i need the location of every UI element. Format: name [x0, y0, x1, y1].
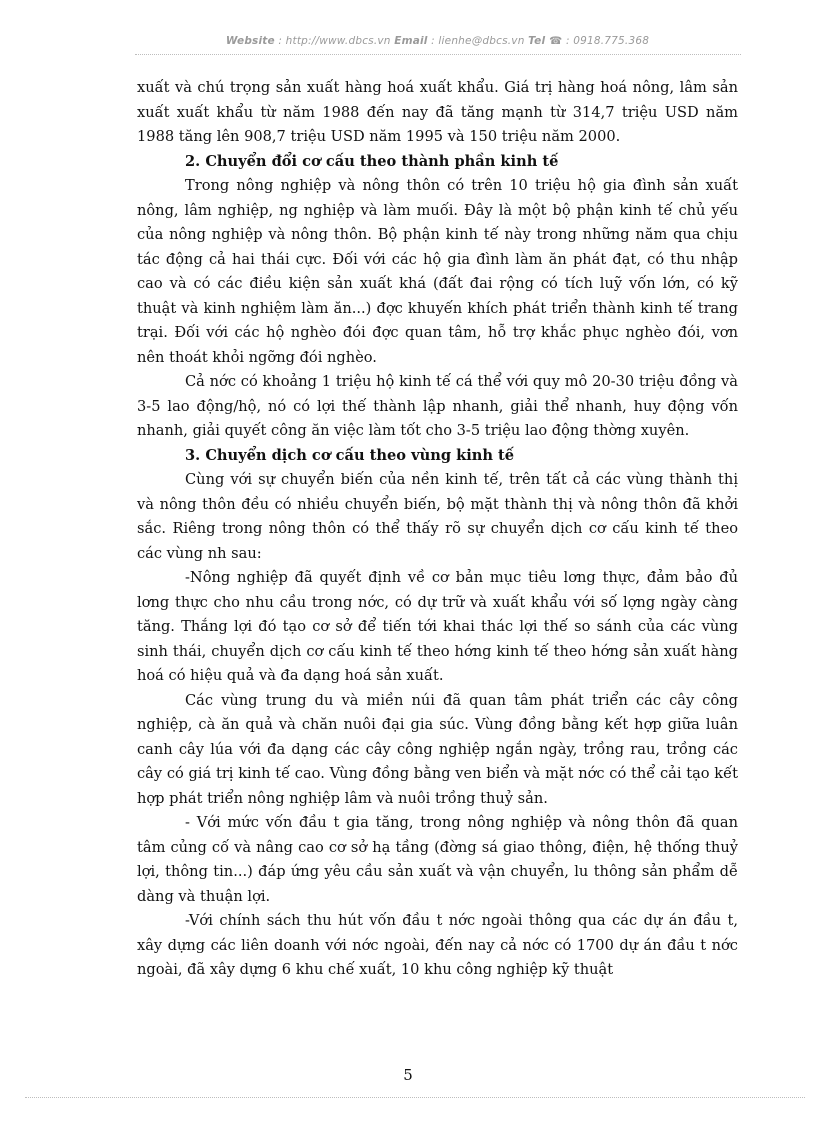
email-value: : lienhe@dbcs.vn	[431, 35, 525, 47]
paragraph-foreign-investment: -Với chính sách thu hút vốn đầu t nớc ngoài thông qua các dự án đầu t, xây dựng các liên doanh với nớc ngoài, đến nay cả nớc có 1700 dự án đầu t nớc ngoài, đã xây dựng 6 khu chế xuất, 10 khu công nghiệp kỹ thuật	[137, 912, 738, 978]
paragraph-export-values: xuất và chú trọng sản xuất hàng hoá xuất khẩu. Giá trị hàng hoá nông, lâm sản xuất xuất khẩu từ năm 1988 đến nay đã tăng mạnh từ 314,7 triệu USD năm 1988 tăng lên 908,7 triệu USD năm 1995 và 150 triệu năm 2000.	[137, 79, 738, 145]
paragraph-food-security: -Nông nghiệp đã quyết định về cơ bản mục tiêu lơng thực, đảm bảo đủ lơng thực cho nhu cầu trong nớc, có dự trữ và xuất khẩu với số lợng ngày càng tăng. Thắng lợi đó tạo cơ sở để tiến tới khai thác lợi thế so sánh của các vùng sinh thái, chuyển dịch cơ cấu kinh tế theo hớng kinh tế theo hớng sản xuất hàng hoá có hiệu quả và đa dạng hoá sản xuất.	[137, 569, 738, 684]
paragraph-households: Trong nông nghiệp và nông thôn có trên 10 triệu hộ gia đình sản xuất nông, lâm nghiệp, ng nghiệp và làm muối. Đây là một bộ phận kinh tế chủ yếu của nông nghiệp và nông thôn. Bộ phận kinh tế này trong những năm qua chịu tác động cả hai thái cực. Đối với các hộ gia đình làm ăn phát đạt, có thu nhập cao và có các điều kiện sản xuất khá (đất đai rộng có tích luỹ vốn lớn, có kỹ thuật và kinh nghiệm làm ăn...) đợc khuyến khích phát triển thành kinh tế trang trại. Đối với các hộ nghèo đói đợc quan tâm, hỗ trợ khắc phục nghèo đói, vơn nên thoát khỏi ngỡng đói nghèo.	[137, 177, 738, 366]
paragraph-infrastructure: - Với mức vốn đầu t gia tăng, trong nông nghiệp và nông thôn đã quan tâm củng cố và nâng cao cơ sở hạ tầng (đờng sá giao thông, điện, hệ thống thuỷ lợi, thông tin...) đáp ứng yêu cầu sản xuất và vận chuyển, lu thông sản phẩm dễ dàng và thuận lợi.	[137, 814, 738, 905]
tel-value: : 0918.775.368	[565, 35, 650, 47]
website-value: : http://www.dbcs.vn	[278, 35, 391, 47]
tel-label: Tel ☎	[528, 35, 563, 47]
page-number: 5	[403, 1066, 413, 1084]
footer-divider	[25, 1097, 805, 1098]
page-header	[135, 35, 740, 47]
document-body	[137, 76, 738, 983]
section-heading-economic-sectors: 2. Chuyển đổi cơ cấu theo thành phần kinh tế	[185, 152, 559, 170]
paragraph-individual-households: Cả nớc có khoảng 1 triệu hộ kinh tế cá thể với quy mô 20-30 triệu đồng và 3-5 lao động/hộ, nó có lợi thế thành lập nhanh, giải thể nhanh, huy động vốn nhanh, giải quyết công ăn việc làm tốt cho 3-5 triệu lao động thờng xuyên.	[137, 373, 738, 439]
paragraph-midlands: Các vùng trung du và miền núi đã quan tâm phát triển các cây công nghiệp, cà ăn quả và chăn nuôi đại gia súc. Vùng đồng bằng kết hợp giữa luân canh cây lúa với đa dạng các cây công nghiệp ngắn ngày, trồng rau, trồng các cây có giá trị kinh tế cao. Vùng đồng bằng ven biển và mặt nớc có thể cải tạo kết hợp phát triển nông nghiệp lâm và nuôi trồng thuỷ sản.	[137, 691, 738, 807]
section-heading-economic-regions: 3. Chuyển dịch cơ cấu theo vùng kinh tế	[185, 446, 515, 464]
website-label: Website	[225, 35, 275, 47]
paragraph-regions-intro: Cùng với sự chuyển biến của nền kinh tế, trên tất cả các vùng thành thị và nông thôn đều có nhiều chuyển biến, bộ mặt thành thị và nông thôn đã khởi sắc. Riêng trong nông thôn có thể thấy rõ sự chuyển dịch cơ cấu kinh tế theo các vùng nh sau:	[137, 471, 738, 562]
header-divider	[135, 54, 741, 55]
email-label: Email	[394, 35, 428, 47]
